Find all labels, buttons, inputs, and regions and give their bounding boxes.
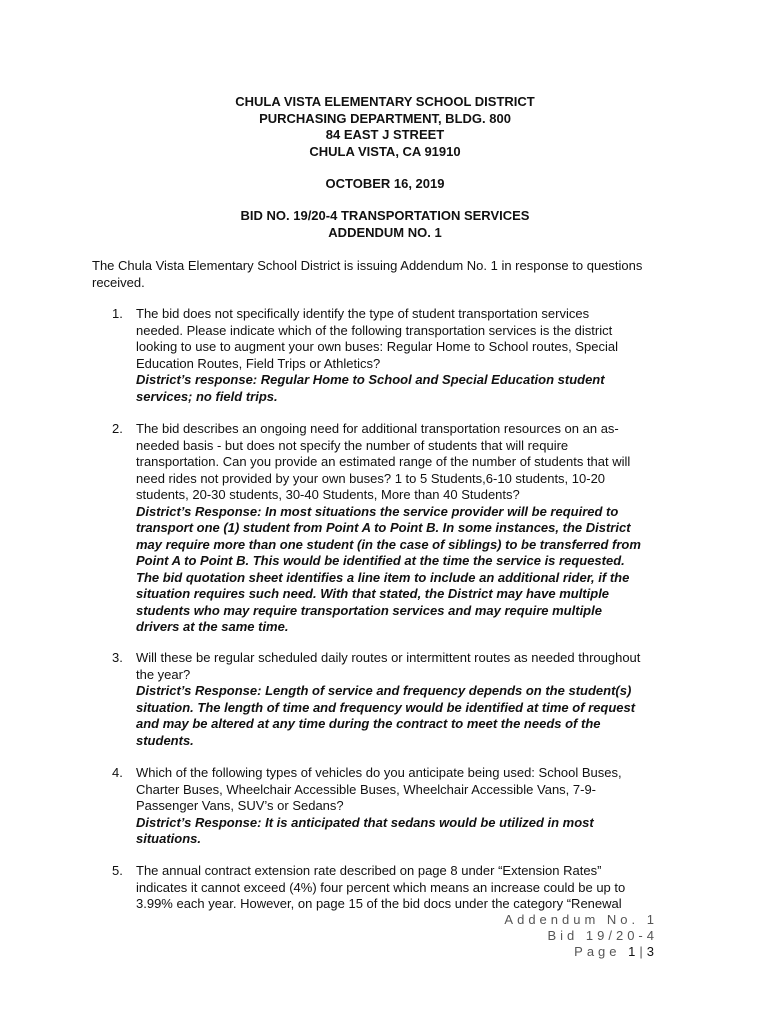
text-line: Will these be regular scheduled daily routes or intermittent routes as needed throughout [136, 650, 641, 665]
text-line: District’s Response: In most situations the service provider will be required to [136, 503, 619, 519]
text-line: District’s Response: Length of service and frequency depends on the student(s) [136, 683, 632, 698]
text-line: students who may require transportation services and may require multiple [136, 602, 602, 618]
page-separator: | [639, 944, 647, 959]
text-line: The annual contract extension rate described on page 8 under “Extension Rates” [136, 863, 602, 878]
footer-bid-number: Bid 19/20-4 [547, 928, 658, 943]
district-response [136, 683, 696, 749]
text-line: 3.99% each year. However, on page 15 of the bid docs under the category “Renewal [136, 896, 622, 911]
text-line: Passenger Vans, SUV’s or Sedans? [136, 798, 344, 813]
text-line: drivers at the same time. [136, 619, 289, 634]
bid-title-block [0, 208, 770, 241]
city-state-zip: CHULA VISTA, CA 91910 [309, 143, 461, 159]
question-number: 1. [112, 306, 123, 321]
text-line: District’s Response: It is anticipated that sedans would be utilized in most [136, 814, 594, 830]
question-text [136, 650, 696, 683]
footer-addendum: Addendum No. 1 [504, 912, 658, 927]
text-line: The bid quotation sheet identifies a line item to include an additional rider, if the [136, 569, 630, 585]
text-line: need rides not provided by your own buses? 1 to 5 Students,6-10 students, 10-20 [136, 470, 606, 486]
text-line: transportation. Can you provide an estimated range of the number of students that will [136, 454, 631, 469]
current-page: 1 [628, 944, 640, 959]
question-number: 2. [112, 421, 123, 436]
text-line: transport one (1) student from Point A to Point B. In some instances, the District [136, 520, 631, 535]
question-number: 3. [112, 650, 123, 665]
text-line: situation. The length of time and frequency would be identified at time of request [136, 699, 636, 715]
text-line: the year? [136, 666, 191, 682]
text-line: The bid does not specifically identify the type of student transportation services [136, 306, 590, 321]
text-line: students. [136, 732, 194, 748]
page-footer [504, 912, 658, 960]
document-date: OCTOBER 16, 2019 [325, 176, 445, 191]
question-text [136, 306, 696, 372]
district-response [136, 372, 696, 405]
district-response [136, 504, 696, 636]
district-response [136, 815, 696, 848]
question-number: 5. [112, 863, 123, 878]
bid-title: BID NO. 19/20-4 TRANSPORTATION SERVICES [240, 208, 530, 223]
district-name: CHULA VISTA ELEMENTARY SCHOOL DISTRICT [235, 94, 535, 109]
text-line: may require more than one student (in the case of siblings) to be transferred from [136, 536, 641, 552]
text-line: Point A to Point B. This would be identified at the time the service is requested. [136, 553, 625, 568]
text-line: situation requires such need. With that stated, the District may have multiple [136, 586, 610, 601]
page-number: Page 1|3 [574, 944, 658, 959]
text-line: needed. Please indicate which of the following transportation services is the district [136, 322, 613, 338]
addendum-title: ADDENDUM NO. 1 [328, 224, 442, 240]
text-line: needed basis - but does not specify the number of students that will require [136, 437, 569, 453]
text-line: Which of the following types of vehicles do you anticipate being used: School Buses, [136, 765, 622, 780]
document-header [0, 94, 770, 160]
text-line: Education Routes, Field Trips or Athletics? [136, 355, 381, 371]
text-line: and may be altered at any time during the contract to meet the needs of the [136, 716, 601, 731]
text-line: The bid describes an ongoing need for additional transportation resources on an as- [136, 421, 619, 436]
question-text [136, 863, 696, 913]
question-text [136, 765, 696, 815]
text-line: indicates it cannot exceed (4%) four percent which means an increase could be up to [136, 879, 626, 895]
question-number: 4. [112, 765, 123, 780]
department-line: PURCHASING DEPARTMENT, BLDG. 800 [259, 110, 511, 126]
total-pages: 3 [646, 944, 658, 959]
intro-paragraph: The Chula Vista Elementary School District is issuing Addendum No. 1 in response to questions received. [92, 258, 643, 290]
text-line: looking to use to augment your own buses: Regular Home to School routes, Special [136, 339, 618, 354]
question-text [136, 421, 696, 504]
street-address: 84 EAST J STREET [325, 127, 445, 142]
text-line: District’s response: Regular Home to School and Special Education student [136, 372, 605, 387]
text-line: services; no field trips. [136, 388, 278, 404]
text-line: situations. [136, 831, 202, 846]
text-line: students, 20-30 students, 30-40 Students, More than 40 Students? [136, 487, 520, 502]
text-line: Charter Buses, Wheelchair Accessible Buses, Wheelchair Accessible Vans, 7-9- [136, 781, 597, 797]
